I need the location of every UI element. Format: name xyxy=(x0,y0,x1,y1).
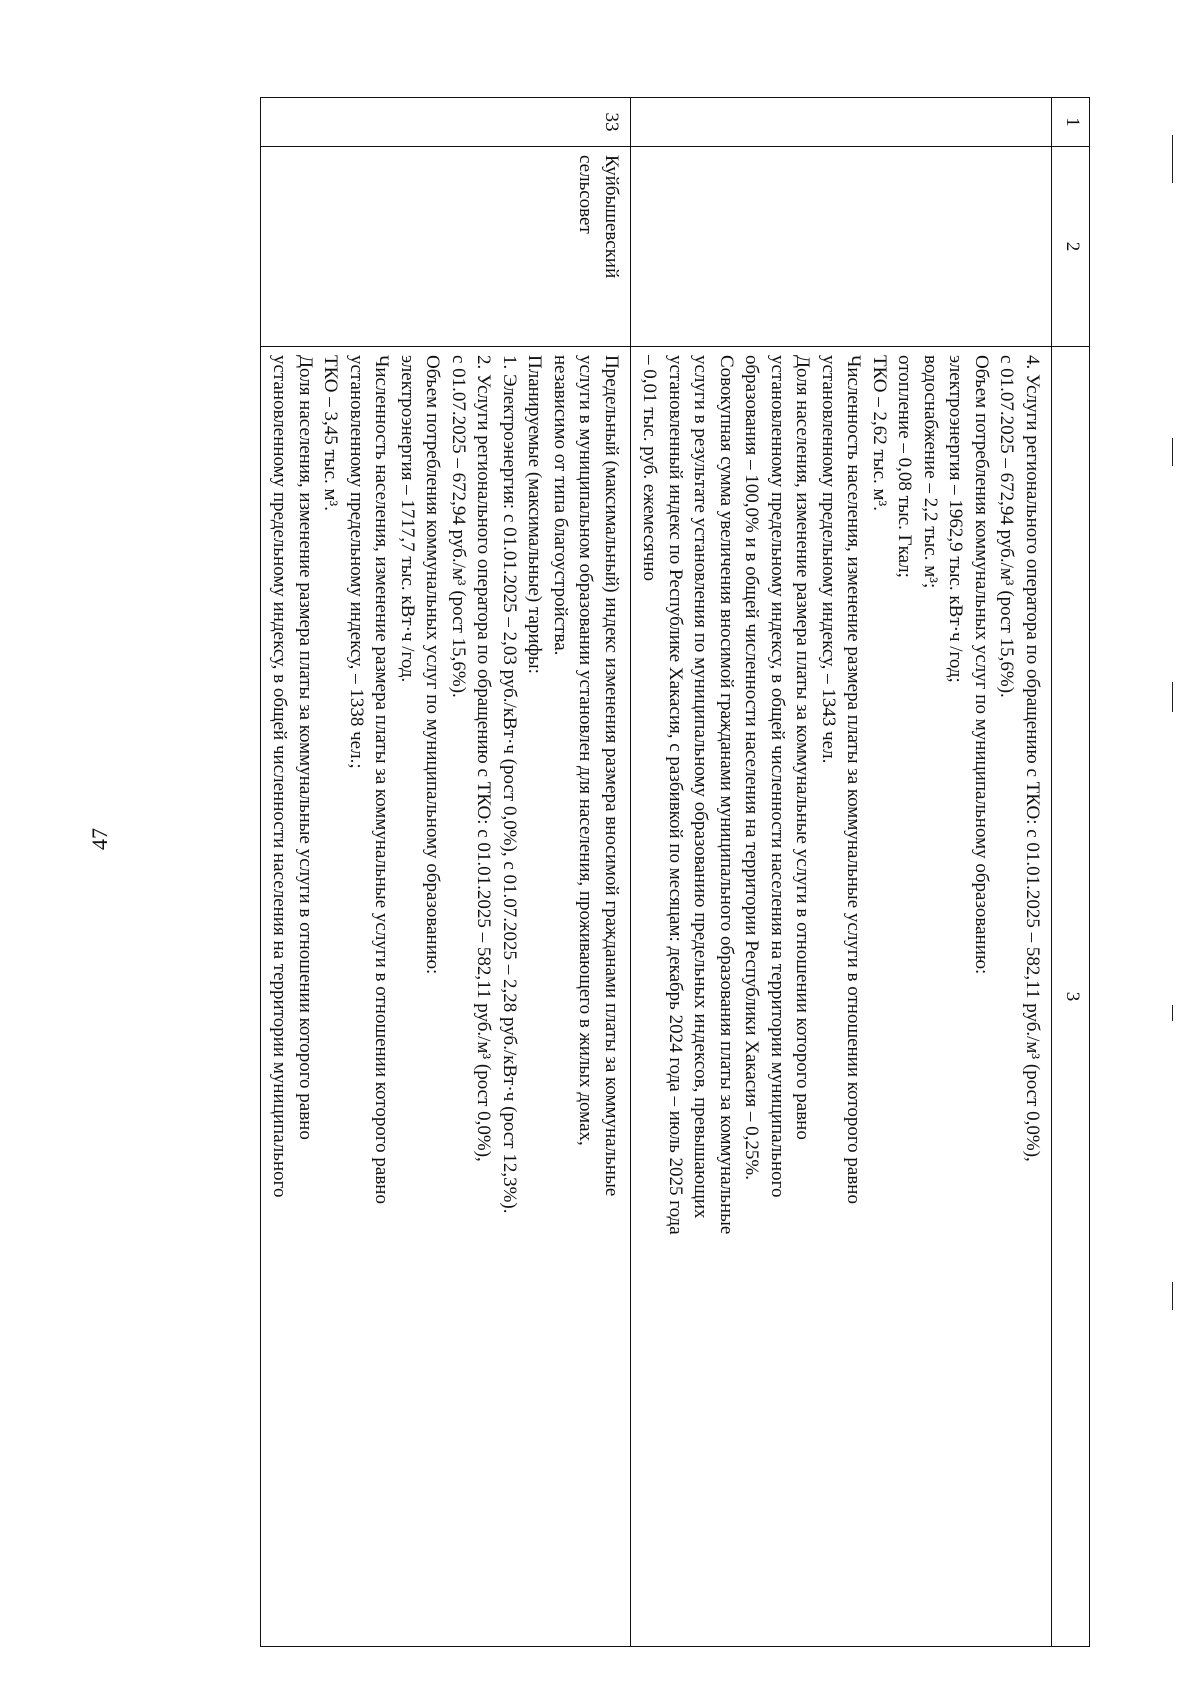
scan-mark xyxy=(1172,1005,1173,1021)
table-row xyxy=(261,98,631,1647)
content-line: установленному предельному индексу, в общей численности населения на территории муниципального xyxy=(767,355,788,1198)
row-municipality-cell: Куйбышевский сельсовет xyxy=(261,147,631,347)
content-line: установленному предельному индексу, – 1343 чел. xyxy=(818,355,839,764)
content-line: Численность населения, изменение размера платы за коммунальные услуги в отношении которого равно xyxy=(371,355,393,1204)
row-content-cell xyxy=(261,347,631,1647)
content-line: Доля населения, изменение размера платы за коммунальные услуги в отношении которого равно xyxy=(295,355,316,1140)
rotated-table-container xyxy=(181,97,1090,1647)
content-line: независимо от типа благоустройства. xyxy=(550,355,571,656)
page-number: 47 xyxy=(87,828,112,850)
content-line: 2. Услуги регионального оператора по обращению с ТКО: с 01.01.2025 – 582,11 руб./м³ (рост 0,0%), xyxy=(473,355,495,1162)
scan-mark xyxy=(1172,438,1173,466)
content-line: электроэнергия – 1717,7 тыс. кВт·ч /год. xyxy=(397,355,418,683)
content-line: электроэнергия – 1962,9 тыс. кВт·ч /год; xyxy=(945,355,967,683)
content-line: образования – 100,0% и в общей численности населения на территории Республики Хакасия – 0,25%. xyxy=(741,355,763,1180)
content-line: Объем потребления коммунальных услуг по муниципальному образованию: xyxy=(422,355,444,975)
content-line: отопление – 0,08 тыс. Гкал; xyxy=(894,355,916,578)
row-municipality-cell xyxy=(631,147,1052,347)
row-number-cell: 33 xyxy=(261,98,631,147)
scan-mark xyxy=(1172,135,1173,183)
content-line: с 01.07.2025 – 672,94 руб./м³ (рост 15,6%). xyxy=(448,355,469,698)
content-line: 4. Услуги регионального оператора по обращению с ТКО: с 01.01.2025 – 582,11 руб./м³ (рост 0,0%), xyxy=(1022,355,1043,1162)
row-number-cell xyxy=(631,98,1052,147)
content-line: Предельный (максимальный) индекс изменения размера вносимой гражданами платы за коммунальные xyxy=(601,355,622,1197)
content-line: с 01.07.2025 – 672,94 руб./м³ (рост 15,6%). xyxy=(996,355,1018,698)
row-content-cell xyxy=(631,347,1052,1647)
content-line: услуги в результате установления по муниципальному образованию предельных индексов, превышающих xyxy=(690,355,712,1219)
content-line: водоснабжение – 2,2 тыс. м³; xyxy=(920,355,941,589)
content-line: Планируемые (максимальные) тарифы: xyxy=(524,355,546,674)
content-line: Численность населения, изменение размера платы за коммунальные услуги в отношении которого равно xyxy=(843,355,865,1204)
header-cell-1: 1 xyxy=(1052,98,1090,147)
content-line: Совокупная сумма увеличения вносимой гражданами муниципального образования платы за коммунальные xyxy=(716,355,737,1235)
header-cell-2: 2 xyxy=(1052,147,1090,347)
tariff-table xyxy=(260,97,1090,1647)
content-line: услуги в муниципальном образовании установлен для населения, проживающего в жилых домах, xyxy=(575,355,597,1146)
table-header-row xyxy=(1052,98,1090,1647)
content-line: Доля населения, изменение размера платы за коммунальные услуги в отношении которого равно xyxy=(792,355,814,1140)
content-line: 1. Электроэнергия: с 01.01.2025 – 2,03 руб./кВт·ч (рост 0,0%), с 01.07.2025 – 2,28 руб./кВт·ч (рост 12,3%). xyxy=(499,355,520,1214)
content-line: установленному предельному индексу, в общей численности населения на территории муниципального xyxy=(269,355,291,1198)
content-line: установленный индекс по Республике Хакасия, с разбивкой по месяцам: декабрь 2024 года – июль 2025 года xyxy=(665,355,686,1235)
content-line: ТКО – 3,45 тыс. м³. xyxy=(320,355,342,511)
scan-mark xyxy=(1172,1282,1173,1310)
scan-mark xyxy=(1172,682,1173,712)
content-line: ТКО – 2,62 тыс. м³. xyxy=(869,355,890,511)
content-line: Объем потребления коммунальных услуг по муниципальному образованию: xyxy=(971,355,992,975)
content-line: установленному предельному индексу, – 1338 чел.; xyxy=(346,355,367,769)
header-cell-3: 3 xyxy=(1052,347,1090,1647)
table-row xyxy=(631,98,1052,1647)
content-line: – 0,01 тыс. руб. ежемесячно xyxy=(639,355,661,581)
